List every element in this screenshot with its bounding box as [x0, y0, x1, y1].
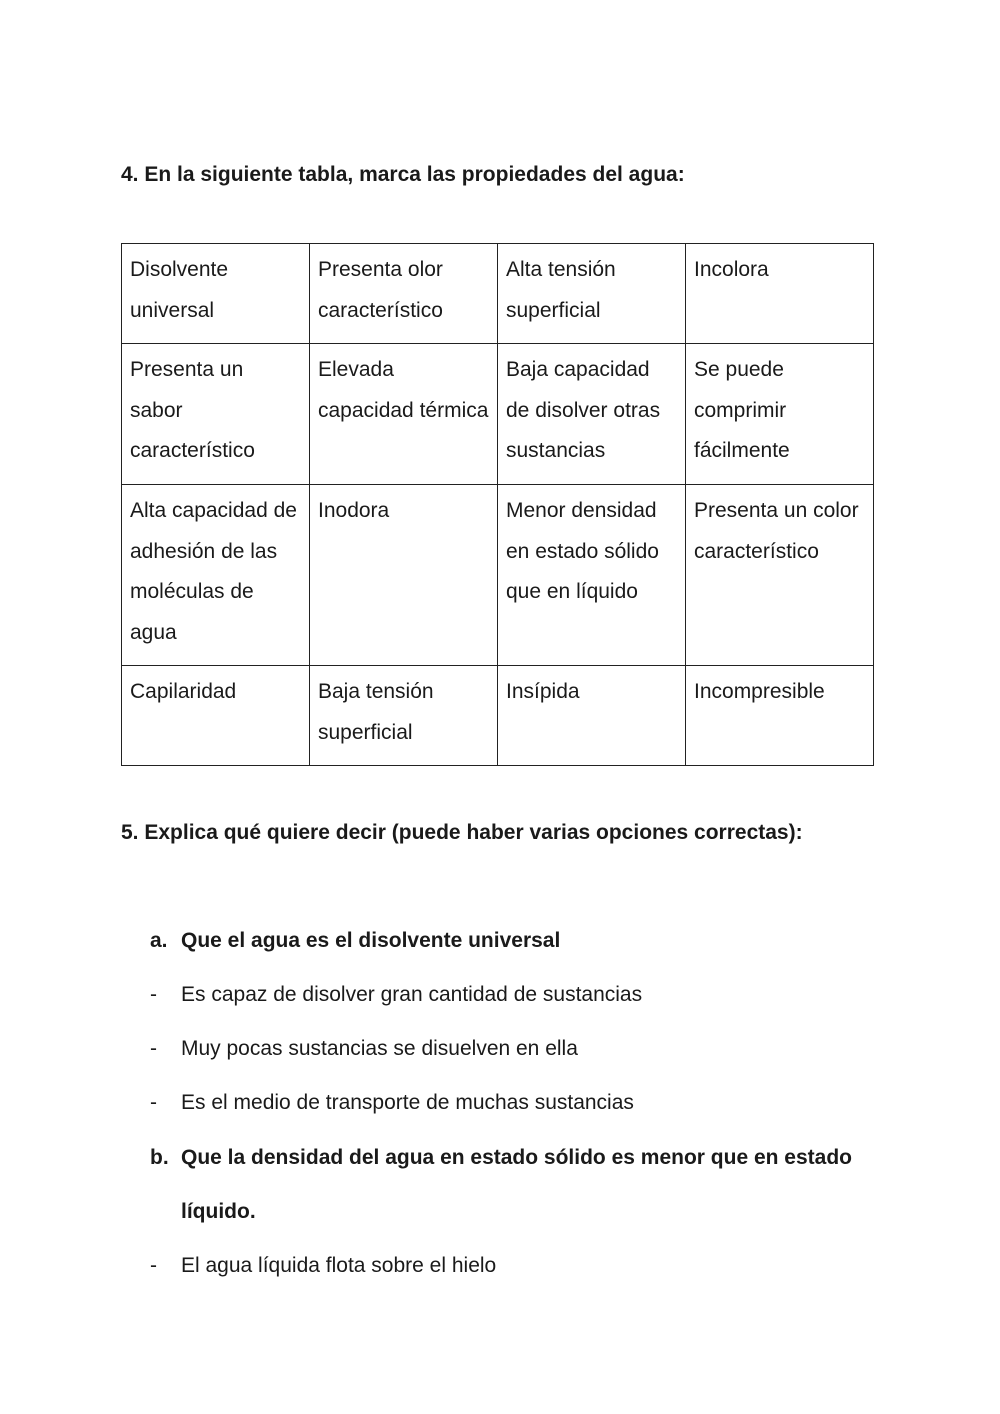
option-text: Es capaz de disolver gran cantidad de sustancias [181, 983, 643, 1006]
list-marker: - [150, 1037, 157, 1060]
table-cell[interactable]: Presenta un color característico [686, 485, 874, 666]
list-item[interactable] [150, 1076, 870, 1130]
table-cell[interactable]: Insípida [498, 666, 686, 766]
water-properties-table [121, 243, 874, 766]
subquestion-a-heading: Que el agua es el disolvente universal [181, 929, 561, 952]
table-cell[interactable]: Menor densidad en estado sólido que en líquido [498, 485, 686, 666]
list-marker: - [150, 1091, 157, 1114]
question-5-title: 5. Explica qué quiere decir (puede haber varias opciones correctas): [121, 821, 803, 844]
subquestion-b-heading: Que la densidad del agua en estado sólido es menor que en estado líquido. [181, 1146, 852, 1223]
table-cell[interactable]: Alta capacidad de adhesión de las moléculas de agua [122, 485, 310, 666]
table-cell[interactable]: Baja tensión superficial [310, 666, 498, 766]
list-marker: - [150, 983, 157, 1006]
table-row [122, 244, 874, 344]
table-cell[interactable]: Incolora [686, 244, 874, 344]
list-item[interactable] [150, 968, 870, 1022]
option-text: Muy pocas sustancias se disuelven en ella [181, 1037, 578, 1060]
table-cell[interactable]: Inodora [310, 485, 498, 666]
list-marker: b. [150, 1146, 169, 1169]
table-cell[interactable]: Presenta olor característico [310, 244, 498, 344]
table-cell[interactable]: Capilaridad [122, 666, 310, 766]
table-cell[interactable]: Alta tensión superficial [498, 244, 686, 344]
table-row [122, 485, 874, 666]
subquestion-a [150, 914, 870, 968]
table-cell[interactable]: Elevada capacidad térmica [310, 344, 498, 485]
table-cell[interactable]: Incompresible [686, 666, 874, 766]
table-row [122, 666, 874, 766]
list-item[interactable] [150, 1239, 870, 1293]
list-marker: - [150, 1254, 157, 1277]
table-cell[interactable]: Baja capacidad de disolver otras sustancias [498, 344, 686, 485]
list-marker: a. [150, 929, 168, 952]
list-item[interactable] [150, 1022, 870, 1076]
table-cell[interactable]: Presenta un sabor característico [122, 344, 310, 485]
option-text: El agua líquida flota sobre el hielo [181, 1254, 497, 1277]
table-row [122, 344, 874, 485]
table-cell[interactable]: Disolvente universal [122, 244, 310, 344]
question-4-title: 4. En la siguiente tabla, marca las propiedades del agua: [121, 163, 685, 186]
table-cell[interactable]: Se puede comprimir fácilmente [686, 344, 874, 485]
subquestion-b [150, 1131, 870, 1239]
option-text: Es el medio de transporte de muchas sustancias [181, 1091, 634, 1114]
